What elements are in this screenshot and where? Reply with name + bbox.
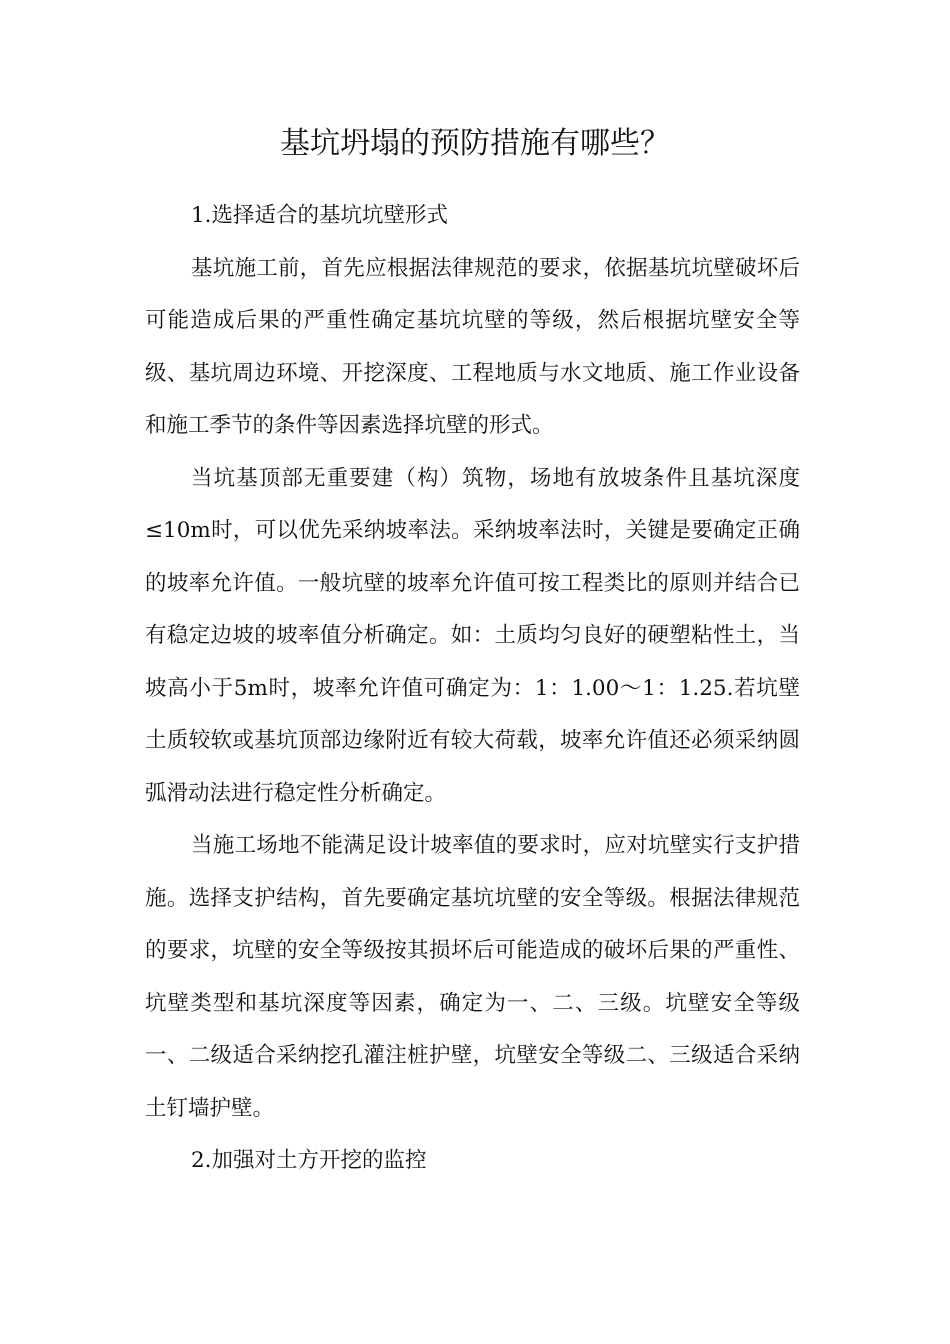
section-heading-1: 1.选择适合的基坑坑壁形式	[191, 203, 449, 228]
paragraph-1: 基坑施工前，首先应根据法律规范的要求，依据基坑坑壁破坏后可能造成后果的严重性确定基坑坑壁的等级，然后根据坑壁安全等级、基坑周边环境、开挖深度、工程地质与水文地质、施工作业设备和施工季节的条件等因素选择坑壁的形式。	[145, 255, 800, 438]
paragraph-3: 当施工场地不能满足设计坡率值的要求时，应对坑壁实行支护措施。选择支护结构，首先要确定基坑坑壁的安全等级。根据法律规范的要求，坑壁的安全等级按其损坏后可能造成的破坏后果的严重性、坑壁类型和基坑深度等因素，确定为一、二、三级。坑壁安全等级一、二级适合采纳挖孔灌注桩护壁，坑壁安全等级二、三级适合采纳土钉墙护壁。	[145, 833, 800, 1121]
paragraph-2: 当坑基顶部无重要建（构）筑物，场地有放坡条件且基坑深度≤10m时，可以优先采纳坡率法。采纳坡率法时，关键是要确定正确的坡率允许值。一般坑壁的坡率允许值可按工程类比的原则并结合已有稳定边坡的坡率值分析确定。如：土质均匀良好的硬塑粘性土，当坡高小于5m时，坡率允许值可确定为：1：1.00～1：1.25.若坑壁土质较软或基坑顶部边缘附近有较大荷载，坡率允许值还必须采纳圆弧滑动法进行稳定性分析确定。	[145, 465, 800, 806]
document-body	[145, 190, 800, 1188]
section-heading-2: 2.加强对土方开挖的监控	[191, 1148, 427, 1173]
document-title: 基坑坍塌的预防措施有哪些？	[280, 126, 670, 161]
